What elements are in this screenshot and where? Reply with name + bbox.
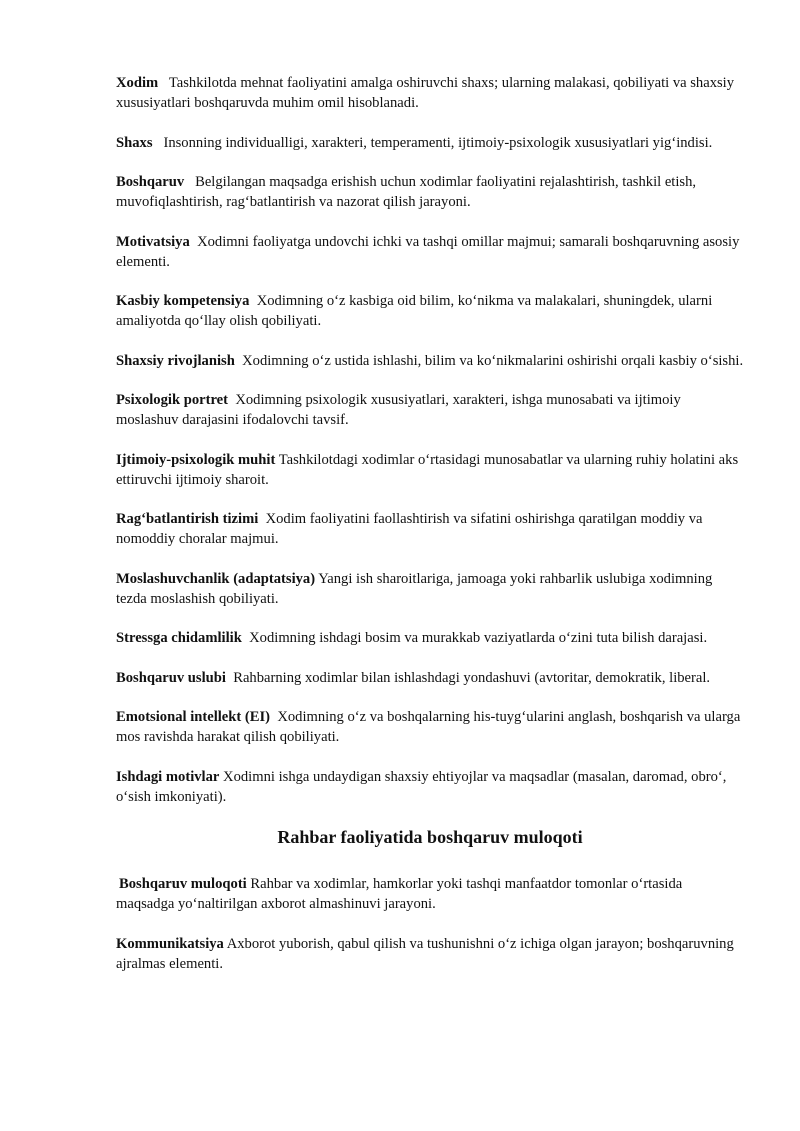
- glossary-term: Shaxs: [116, 134, 153, 151]
- glossary-definition: Axborot yuborish, qabul qilish va tushunishni o‘z ichiga olgan jarayon; boshqaruvning ajralmas elementi.: [116, 935, 734, 972]
- glossary-definition: Xodimning o‘z kasbiga oid bilim, ko‘nikma va malakalari, shuningdek, ularni amaliyotda qo‘llay olish qobiliyati.: [116, 293, 713, 329]
- glossary-term: Ishdagi motivlar: [116, 768, 220, 785]
- glossary-term: Rag‘batlantirish tizimi: [116, 511, 259, 527]
- glossary-entry: [116, 351, 744, 371]
- glossary-term: Boshqaruv muloqoti: [119, 876, 247, 892]
- glossary-definition: Belgilangan maqsadga erishish uchun xodimlar faoliyatini rejalashtirish, tashkil etish, muvofiqlashtirish, rag‘batlantirish va nazorat qilish jarayoni.: [116, 174, 697, 210]
- glossary-entry: [116, 509, 744, 549]
- glossary-term: Boshqaruv: [116, 174, 185, 190]
- glossary-term: Kommunikatsiya: [116, 935, 224, 952]
- glossary-definition: Rahbar va xodimlar, hamkorlar yoki tashqi manfaatdor tomonlar o‘rtasida maqsadga yo‘naltirilgan axborot almashinuvi jarayoni.: [116, 876, 683, 912]
- glossary-entry: [116, 133, 744, 153]
- glossary-term: Boshqaruv uslubi: [116, 669, 226, 686]
- glossary-entry: [116, 767, 744, 807]
- glossary-list: [116, 874, 744, 974]
- glossary-term: Ijtimoiy-psixologik muhit: [116, 451, 276, 468]
- section-heading: Rahbar faoliyatida boshqaruv muloqoti: [277, 827, 583, 847]
- glossary-entry: [116, 232, 744, 272]
- glossary-entry: [116, 291, 744, 331]
- glossary-entry: [116, 73, 744, 113]
- glossary-definition: Rahbarning xodimlar bilan ishlashdagi yondashuvi (avtoritar, demokratik, liberal.: [233, 669, 711, 686]
- glossary-definition: Xodimni ishga undaydigan shaxsiy ehtiyojlar va maqsadlar (masalan, daromad, obro‘, o‘sish imkoniyati).: [116, 768, 727, 805]
- glossary-entry: [116, 668, 744, 688]
- glossary-term: Stressga chidamlilik: [116, 630, 242, 646]
- glossary-term: Psixologik portret: [116, 392, 229, 408]
- glossary-definition: Tashkilotdagi xodimlar o‘rtasidagi munosabatlar va ularning ruhiy holatini aks ettiruvchi ijtimoiy sharoit.: [116, 451, 739, 488]
- glossary-entry: [116, 628, 744, 648]
- glossary-term: Shaxsiy rivojlanish: [116, 352, 235, 369]
- glossary-entry: [116, 569, 744, 609]
- glossary-entry: [116, 172, 744, 212]
- glossary-term: Xodim: [116, 75, 159, 91]
- glossary-definition: Insonning individualligi, xarakteri, temperamenti, ijtimoiy-psixologik xususiyatlari yig‘indisi.: [163, 134, 713, 151]
- glossary-term: Moslashuvchanlik (adaptatsiya): [116, 570, 316, 587]
- glossary-term: Motivatsiya: [116, 233, 190, 250]
- glossary-entry: [116, 390, 744, 430]
- glossary-definition: Yangi ish sharoitlariga, jamoaga yoki rahbarlik uslubiga xodimning tezda moslashish qobiliyati.: [116, 570, 713, 607]
- glossary-list: [116, 73, 744, 807]
- glossary-entry: [116, 874, 744, 914]
- glossary-entry: [116, 450, 744, 490]
- glossary-definition: Xodim faoliyatini faollashtirish va sifatini oshirishga qaratilgan moddiy va nomoddiy choralar majmui.: [116, 511, 703, 547]
- glossary-definition: Xodimning psixologik xususiyatlari, xarakteri, ishga munosabati va ijtimoiy moslashuv darajasini ifodalovchi tavsif.: [116, 392, 681, 428]
- glossary-definition: Xodimning o‘z ustida ishlashi, bilim va ko‘nikmalarini oshirishi orqali kasbiy o‘sishi.: [242, 352, 744, 369]
- glossary-definition: Tashkilotda mehnat faoliyatini amalga oshiruvchi shaxs; ularning malakasi, qobiliyati va shaxsiy xususiyatlari boshqaruvda muhim omil hisoblanadi.: [116, 75, 735, 111]
- glossary-term: Emotsional intellekt (EI): [116, 709, 271, 725]
- glossary-entry: [116, 934, 744, 974]
- glossary-definition: Xodimning o‘z va boshqalarning his-tuyg‘ularini anglash, boshqarish va ularga mos ravishda harakat qilish qobiliyati.: [116, 709, 741, 745]
- glossary-definition: Xodimning ishdagi bosim va murakkab vaziyatlarda o‘zini tuta bilish darajasi.: [249, 630, 708, 646]
- glossary-term: Kasbiy kompetensiya: [116, 293, 250, 309]
- glossary-definition: Xodimni faoliyatga undovchi ichki va tashqi omillar majmui; samarali boshqaruvning asosiy elementi.: [116, 233, 740, 270]
- glossary-entry: [116, 707, 744, 747]
